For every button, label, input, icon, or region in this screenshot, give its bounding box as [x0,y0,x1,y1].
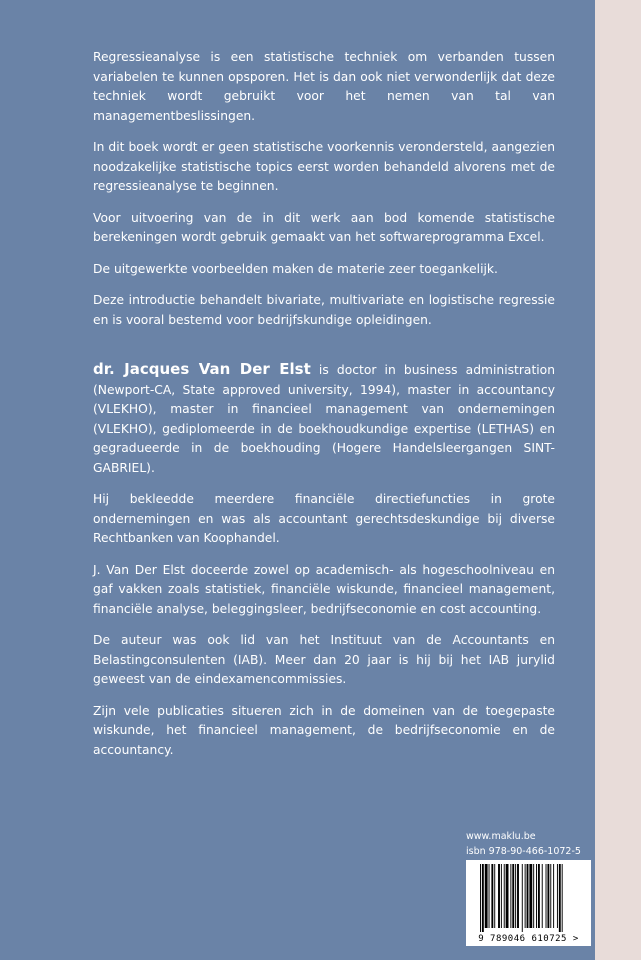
barcode-bar [529,864,532,928]
barcode-bar [533,864,534,928]
barcode-bar [559,864,561,932]
isbn-number: isbn 978-90-466-1072-5 [466,846,581,857]
barcode-bar [510,864,511,928]
bio-paragraph-4: De auteur was ook lid van het Instituut van de Accountants en Belastingconsulenten (IAB). Meer dan 20 jaar is hij bij het IAB jurylid geweest van de eindexamencommissies. [93,633,555,686]
barcode-bar [546,864,547,928]
bio-paragraph-1-text: is doctor in business administration (Newport-CA, State approved university, 1994), master in accountancy (VLEKHO), master in financieel management van ondernemingen (VLEKHO), gediplomeerde in de boekhoudkundige expertise (LETHAS) en gegradueerde in de boekhouding (Hogere Handelsleergangen SINT-GABRIEL). [93,363,555,475]
barcode-bar [506,864,509,928]
barcode [466,860,591,946]
publisher-info [466,829,591,859]
barcode-bars [466,860,591,932]
barcode-bar [527,864,529,928]
barcode-bar [498,864,500,928]
barcode-bar [553,864,554,928]
intro-paragraph-1: Regressieanalyse is een statistische techniek om verbanden tussen variabelen te kunnen opsporen. Het is dan ook niet verwonderlijk dat deze techniek wordt gebruikt voor het nemen van tal van managementbeslissingen. [93,50,555,123]
barcode-bar [562,864,563,932]
barcode-bar [504,864,505,928]
barcode-bar [517,864,519,928]
barcode-bar [550,864,551,928]
barcode-bar [485,864,488,928]
barcode-digits: 9 789046 610725 > [478,934,579,944]
bio-paragraph-3: J. Van Der Elst doceerde zowel op academisch- als hogeschoolniveau en gaf vakken zoals statistiek, financiële wiskunde, financieel management, financiële analyse, beleggingsleer, bedrijfseconomie en cost accounting. [93,562,555,616]
publisher-website: www.maklu.be [466,831,536,842]
spine-strip [595,0,641,960]
barcode-bar [538,864,540,928]
barcode-bar [501,864,502,928]
intro-paragraph-3: Voor uitvoering van de in dit werk aan bod komende statistische berekeningen wordt gebruik gemaakt van het softwareprogramma Excel. [93,210,555,244]
barcode-bar [522,864,523,932]
barcode-bar [489,864,490,928]
intro-paragraph-2: In dit boek wordt er geen statistische voorkennis verondersteld, aangezien noodzakelijke statistische topics eerst worden behandeld alvorens met de regressieanalyse te beginnen. [93,140,555,193]
barcode-bar [525,864,526,928]
barcode-bar [491,864,493,928]
intro-paragraph-4: De uitgewerkte voorbeelden maken de materie zeer toegankelijk. [93,261,498,276]
barcode-bar [542,864,543,928]
intro-paragraph-5: Deze introductie behandelt bivariate, multivariate en logistische regressie en is vooral bestemd voor bedrijfskundige opleidingen. [93,293,555,327]
author-name: dr. Jacques Van Der Elst [93,360,311,378]
barcode-bar [482,864,484,932]
author-bio-section [93,360,555,772]
barcode-bar [515,864,516,928]
intro-section [93,48,555,342]
bio-paragraph-5: Zijn vele publicaties situeren zich in de domeinen van de toegepaste wiskunde, het financieel management, de bedrijfseconomie en de accountancy. [93,703,555,757]
barcode-bar [494,864,495,928]
barcode-bar [536,864,537,928]
barcode-bar [512,864,514,928]
barcode-bar [547,864,549,928]
barcode-bar [557,864,558,928]
bio-paragraph-1 [93,360,555,478]
bio-paragraph-2: Hij bekleedde meerdere financiële directiefuncties in grote ondernemingen en was als accountant gerechtsdeskundige bij diverse Rechtbanken van Koophandel. [93,492,555,545]
barcode-bar [480,864,481,932]
